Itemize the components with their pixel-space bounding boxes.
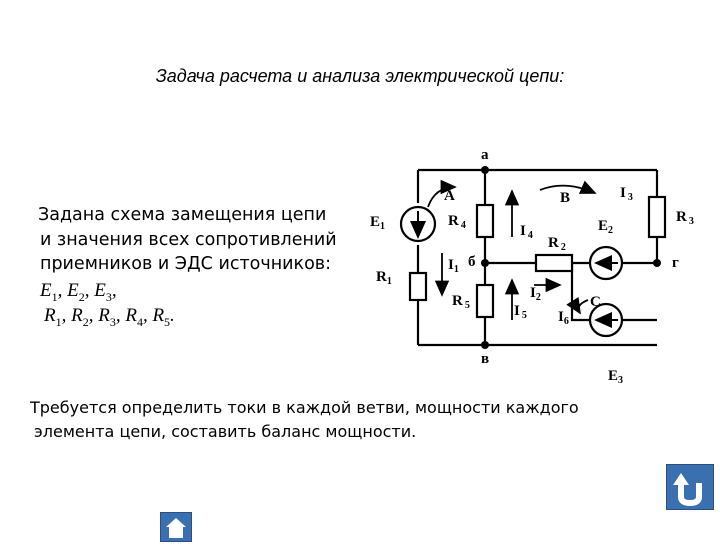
label-i2: $I_2$ — [530, 285, 541, 303]
emf-list: $E_1$, $E_2$, $E_3$, — [40, 280, 117, 304]
label-i4: I $_4$ — [520, 223, 533, 241]
label-r2: R $_2$ — [548, 235, 566, 253]
task-line-1: Требуется определить токи в каждой ветви, мощности каждого — [30, 398, 579, 417]
label-node-a: а — [481, 147, 489, 163]
resistor-r5-icon — [477, 285, 493, 317]
resistance-list: $R_1$, $R_2$, $R_3$, $R_4$, $R_5$. — [44, 305, 175, 329]
resistor-r1-icon — [410, 273, 426, 300]
node-g-dot — [653, 259, 661, 267]
given-line-2: и значения всех сопротивлений — [40, 229, 337, 250]
task-text — [30, 396, 579, 444]
label-loop-c: С — [590, 294, 601, 310]
label-e1: $E_1$ — [370, 214, 386, 232]
given-line-3: приемников и ЭДС источников: — [40, 254, 332, 274]
label-node-b: б — [468, 254, 476, 270]
circuit-diagram — [360, 145, 710, 390]
emf-e2-icon — [590, 247, 622, 279]
resistor-r4-icon — [477, 205, 493, 237]
loop-c-arrow-icon — [579, 300, 588, 313]
label-loop-b: В — [560, 190, 571, 206]
label-node-v: в — [481, 351, 490, 367]
label-r3: R $_3$ — [676, 209, 694, 227]
resistor-r3-icon — [649, 197, 665, 237]
slide-title: Задача расчета и анализа электрической цепи: — [155, 66, 565, 86]
home-button[interactable] — [160, 512, 192, 542]
label-r4: R $_4$ — [448, 213, 466, 231]
back-button[interactable] — [666, 464, 714, 510]
node-v-dot — [481, 341, 489, 349]
label-r1: $R_1$ — [376, 269, 392, 287]
label-i3: I $_3$ — [620, 185, 633, 203]
label-i5: I $_5$ — [514, 303, 527, 321]
task-line-2: элемента цепи, составить баланс мощности. — [34, 422, 417, 441]
label-loop-a: А — [444, 188, 455, 204]
given-line-1: Задана схема замещения цепи — [38, 205, 327, 225]
wire-c-left — [572, 263, 590, 320]
label-node-g: г — [672, 255, 679, 271]
label-e3: $E_3$ — [608, 368, 624, 386]
node-a-dot — [481, 166, 489, 174]
node-b-dot — [481, 259, 489, 267]
home-icon — [161, 513, 191, 541]
u-turn-arrow-icon — [667, 465, 713, 509]
resistor-r2-icon — [536, 255, 572, 271]
given-text — [38, 203, 337, 277]
label-e2: $E_2$ — [598, 218, 614, 236]
label-r5: R $_5$ — [452, 293, 470, 311]
label-i1: $I_1$ — [448, 257, 459, 275]
emf-e1-icon — [401, 207, 435, 241]
label-i6: $I_6$ — [558, 309, 569, 327]
